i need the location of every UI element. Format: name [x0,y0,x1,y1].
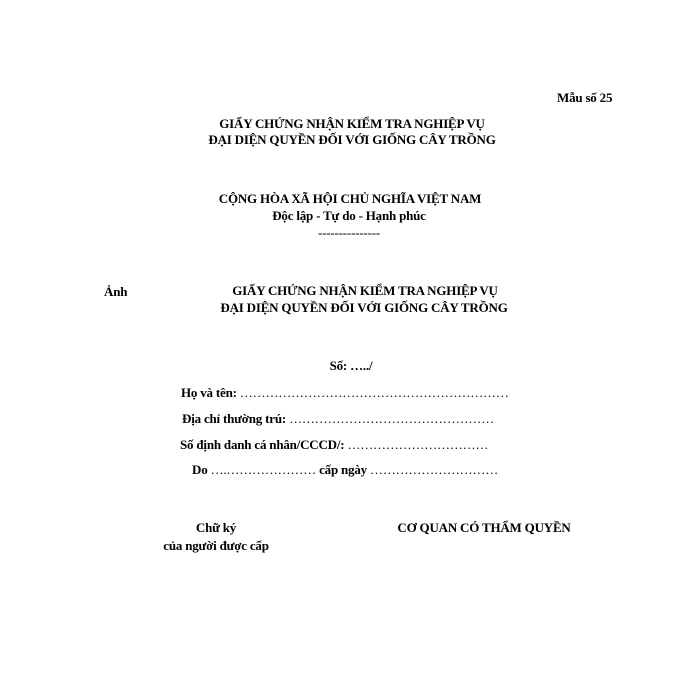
form-number: Mẫu số 25 [557,90,613,105]
issued-date-label: cấp ngày [319,462,367,477]
photo-placeholder-label: Ảnh [104,284,128,299]
issuance-row [192,462,498,478]
id-number-label: Số định danh cá nhân/CCCD/: [180,437,345,452]
holder-signature-line2: của người được cấp [163,538,269,553]
holder-signature-line1: Chữ ký [195,520,237,535]
full-name-blank: ……………………………………………………… [239,385,509,400]
header-title-line1: GIẤY CHỨNG NHẬN KIỂM TRA NGHIỆP VỤ [219,116,485,131]
authority-signature: CƠ QUAN CÓ THẨM QUYỀN [397,520,571,535]
address-blank: ………………………………………… [289,411,494,426]
certificate-title-line1: GIẤY CHỨNG NHẬN KIỂM TRA NGHIỆP VỤ [232,283,498,298]
header-title-line2: ĐẠI DIỆN QUYỀN ĐỐI VỚI GIỐNG CÂY TRỒNG [208,132,496,147]
id-number-row [180,437,488,453]
full-name-row [181,385,509,401]
issued-by-label: Do [192,462,208,477]
issued-by-blank: ….………………… [210,462,317,477]
country-name: CỘNG HÒA XÃ HỘI CHỦ NGHĨA VIỆT NAM [218,191,482,206]
full-name-label: Họ và tên: [181,385,237,400]
national-motto: Độc lập - Tự do - Hạnh phúc [272,208,426,223]
id-number-blank: …………………………… [347,437,489,452]
issued-date-blank: ………………………… [370,462,499,477]
certificate-number: Số: …../ [329,358,373,373]
address-label: Địa chỉ thường trú: [182,411,287,426]
address-row [182,411,494,427]
motto-divider: --------------- [318,225,380,240]
certificate-title-line2: ĐẠI DIỆN QUYỀN ĐỐI VỚI GIỐNG CÂY TRỒNG [220,300,508,315]
